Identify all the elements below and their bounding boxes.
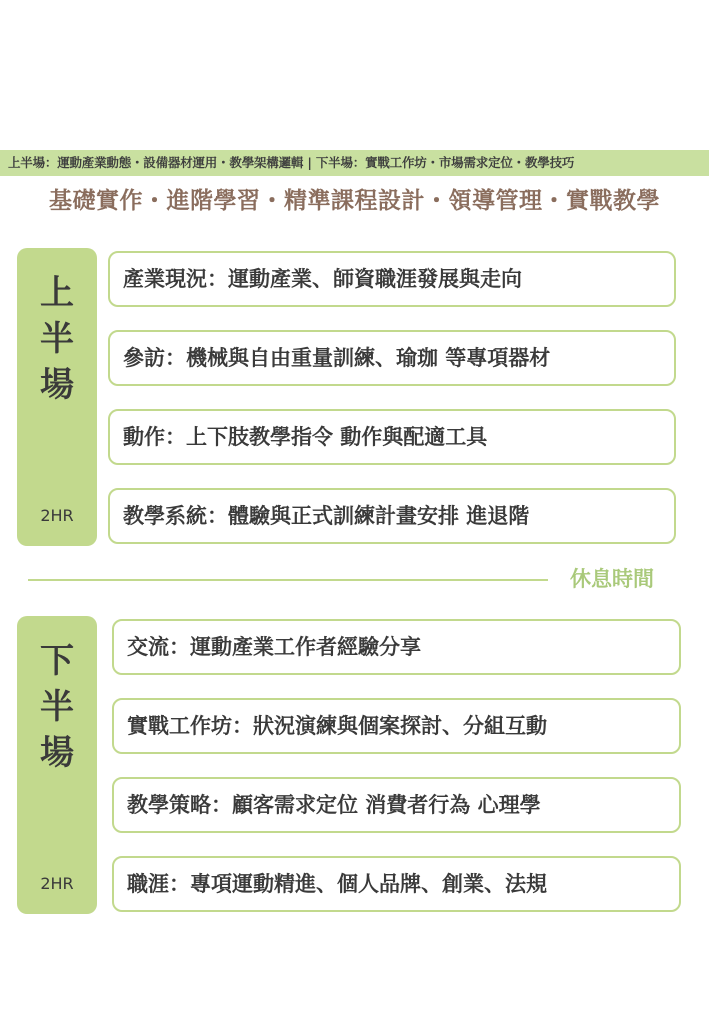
second-half-title-char: 半 <box>40 687 74 727</box>
second-half-title-char: 場 <box>40 733 74 773</box>
second-half-title <box>17 638 97 776</box>
second-half-item: 交流：運動產業工作者經驗分享 <box>112 619 681 675</box>
first-half-item: 教學系統：體驗與正式訓練計畫安排 進退階 <box>108 488 676 544</box>
first-half-title-char: 半 <box>40 319 74 359</box>
second-half-title-char: 下 <box>40 641 74 681</box>
second-half-item: 實戰工作坊：狀況演練與個案探討、分組互動 <box>112 698 681 754</box>
first-half-item: 動作：上下肢教學指令 動作與配適工具 <box>108 409 676 465</box>
second-half-label-panel <box>17 616 97 914</box>
first-half-title <box>17 270 97 408</box>
second-half-item: 教學策略：顧客需求定位 消費者行為 心理學 <box>112 777 681 833</box>
first-half-item: 產業現況：運動產業、師資職涯發展與走向 <box>108 251 676 307</box>
break-divider <box>28 579 548 581</box>
second-half-duration: 2HR <box>40 874 74 893</box>
first-half-duration: 2HR <box>40 506 74 525</box>
first-half-item: 參訪：機械與自由重量訓練、瑜珈 等專項器材 <box>108 330 676 386</box>
second-half-item: 職涯：專項運動精進、個人品牌、創業、法規 <box>112 856 681 912</box>
course-subtitle: 基礎實作・進階學習・精準課程設計・領導管理・實戰教學 <box>49 188 660 214</box>
first-half-title-char: 場 <box>40 365 74 405</box>
agenda-banner: 上半場：運動產業動態・設備器材運用・教學架構邏輯 | 下半場：實戰工作坊・市場需求定位・教學技巧 <box>0 150 709 176</box>
break-label: 休息時間 <box>570 567 654 591</box>
first-half-title-char: 上 <box>40 273 74 313</box>
first-half-label-panel <box>17 248 97 546</box>
